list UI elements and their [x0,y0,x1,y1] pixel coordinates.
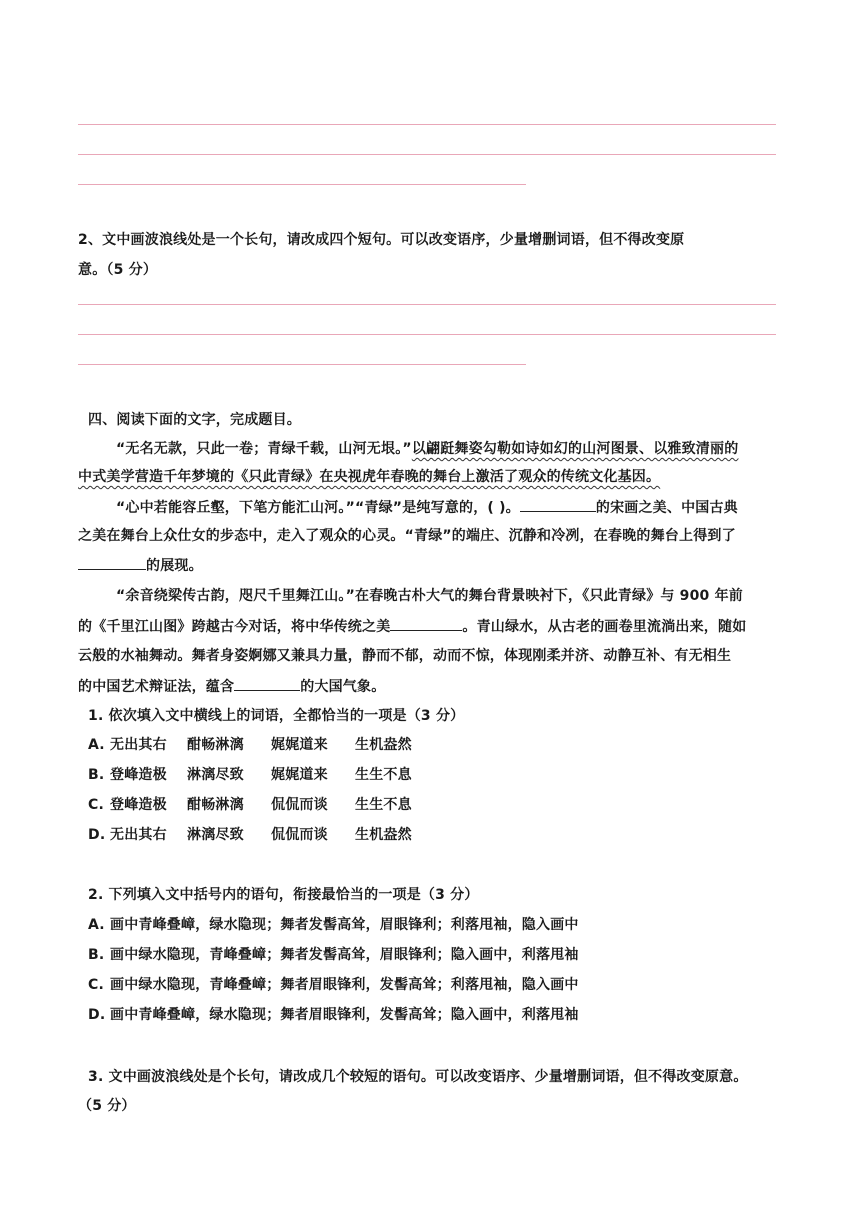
option-word: 酣畅淋漓 [187,737,244,753]
option-label: A. [88,917,105,933]
wavy-sentence-part2: 中式美学营造千年梦境的《只此青绿》在央视虎年春晚的舞台上激活了观众的传统文化基因。 [78,469,661,485]
option-word: 侃侃而谈 [271,797,328,813]
option-word: 生机盎然 [355,737,412,753]
q2b-option-a [88,915,579,935]
q2-stem-line2: 意。（5 分） [78,262,158,278]
fill-blank [78,555,146,570]
answer-line [78,304,776,305]
option-text: 画中青峰叠嶂，绿水隐现；舞者发髻高耸，眉眼锋利；利落甩袖，隐入画中 [110,917,579,933]
option-word: 生生不息 [355,767,412,783]
option-label: D. [88,827,106,843]
passage-p2-line2: 之美在舞台上众仕女的步态中，走入了观众的心灵。“青绿”的端庄、沉静和冷冽，在春晚的舞台上得到了 [78,528,736,544]
passage-text: 的中国艺术辩证法，蕴含 [78,679,235,695]
passage-p2-line3 [78,555,203,576]
passage-text: 的展现。 [146,558,203,574]
option-word: 登峰造极 [110,767,167,783]
passage-p1-line1 [116,439,738,459]
section-heading: 四、阅读下面的文字，完成题目。 [88,412,301,428]
option-word: 娓娓道来 [271,737,328,753]
answer-line [78,364,526,365]
q2b-option-c [88,975,579,995]
q3-stem-line2: （5 分） [78,1098,136,1114]
option-label: C. [88,977,104,993]
passage-quote: “无名无款，只此一卷；青绿千载，山河无垠。” [116,441,412,457]
passage-p3-line2 [78,616,746,637]
option-word: 酣畅淋漓 [187,797,244,813]
passage-p3-line1: “余音绕梁传古韵，咫尺千里舞江山。”在春晚古朴大气的舞台背景映衬下，《只此青绿》与 900 年前 [116,588,743,604]
q1-stem: 1. 依次填入文中横线上的词语，全都恰当的一项是（3 分） [88,708,465,724]
q1-option-b [88,765,412,785]
passage-p3-line4 [78,676,385,697]
option-word: 生生不息 [355,797,412,813]
q1-option-a [88,735,412,755]
q2b-option-b [88,945,579,965]
answer-line [78,124,776,125]
option-label: C. [88,797,104,813]
q2b-option-d [88,1005,579,1025]
option-text: 画中绿水隐现，青峰叠嶂；舞者发髻高耸，眉眼锋利；隐入画中，利落甩袖 [110,947,579,963]
option-label: B. [88,767,105,783]
q1-option-c [88,795,412,815]
fill-blank [520,497,596,512]
passage-text: 的宋画之美、中国古典 [595,500,738,516]
option-label: A. [88,737,105,753]
passage-p3-line3: 云般的水袖舞动。舞者身姿婀娜又兼具力量，静而不郁，动而不惊，体现刚柔并济、动静互补、有无相生 [78,648,732,664]
passage-p1-line2 [78,467,660,487]
wavy-sentence-part1: 以翩跹舞姿勾勒如诗如幻的山河图景、以雅致清丽的 [411,441,739,457]
option-word: 登峰造极 [110,797,167,813]
answer-line [78,154,776,155]
fill-blank [234,676,300,691]
option-word: 生机盎然 [355,827,412,843]
passage-text: 的《千里江山图》跨越古今对话，将中华传统之美 [78,619,391,635]
passage-text: 的大国气象。 [300,679,386,695]
option-label: B. [88,947,105,963]
option-word: 无出其右 [110,737,167,753]
q2-stem-line1: 2、文中画波浪线处是一个长句，请改成四个短句。可以改变语序，少量增删词语，但不得改变原 [78,232,685,248]
option-word: 侃侃而谈 [271,827,328,843]
answer-line [78,184,526,185]
option-text: 画中绿水隐现，青峰叠嶂；舞者眉眼锋利，发髻高耸；利落甩袖，隐入画中 [110,977,579,993]
option-text: 画中青峰叠嶂，绿水隐现；舞者眉眼锋利，发髻高耸；隐入画中，利落甩袖 [110,1007,579,1023]
option-word: 淋漓尽致 [187,827,244,843]
option-label: D. [88,1007,106,1023]
fill-blank [390,616,462,631]
option-word: 娓娓道来 [271,767,328,783]
option-word: 无出其右 [110,827,167,843]
q2b-stem: 2. 下列填入文中括号内的语句，衔接最恰当的一项是（3 分） [88,887,479,903]
passage-text: “心中若能容丘壑，下笔方能汇山河。”“青绿”是纯写意的，( )。 [116,500,520,516]
q1-option-d [88,825,412,845]
passage-text: 。青山绿水，从古老的画卷里流淌出来，随如 [462,619,747,635]
passage-p2-line1 [116,497,738,518]
option-word: 淋漓尽致 [187,767,244,783]
q3-stem-line1: 3. 文中画波浪线处是个长句，请改成几个较短的语句。可以改变语序、少量增删词语，但不得改变原意。 [88,1069,748,1085]
answer-line [78,334,776,335]
